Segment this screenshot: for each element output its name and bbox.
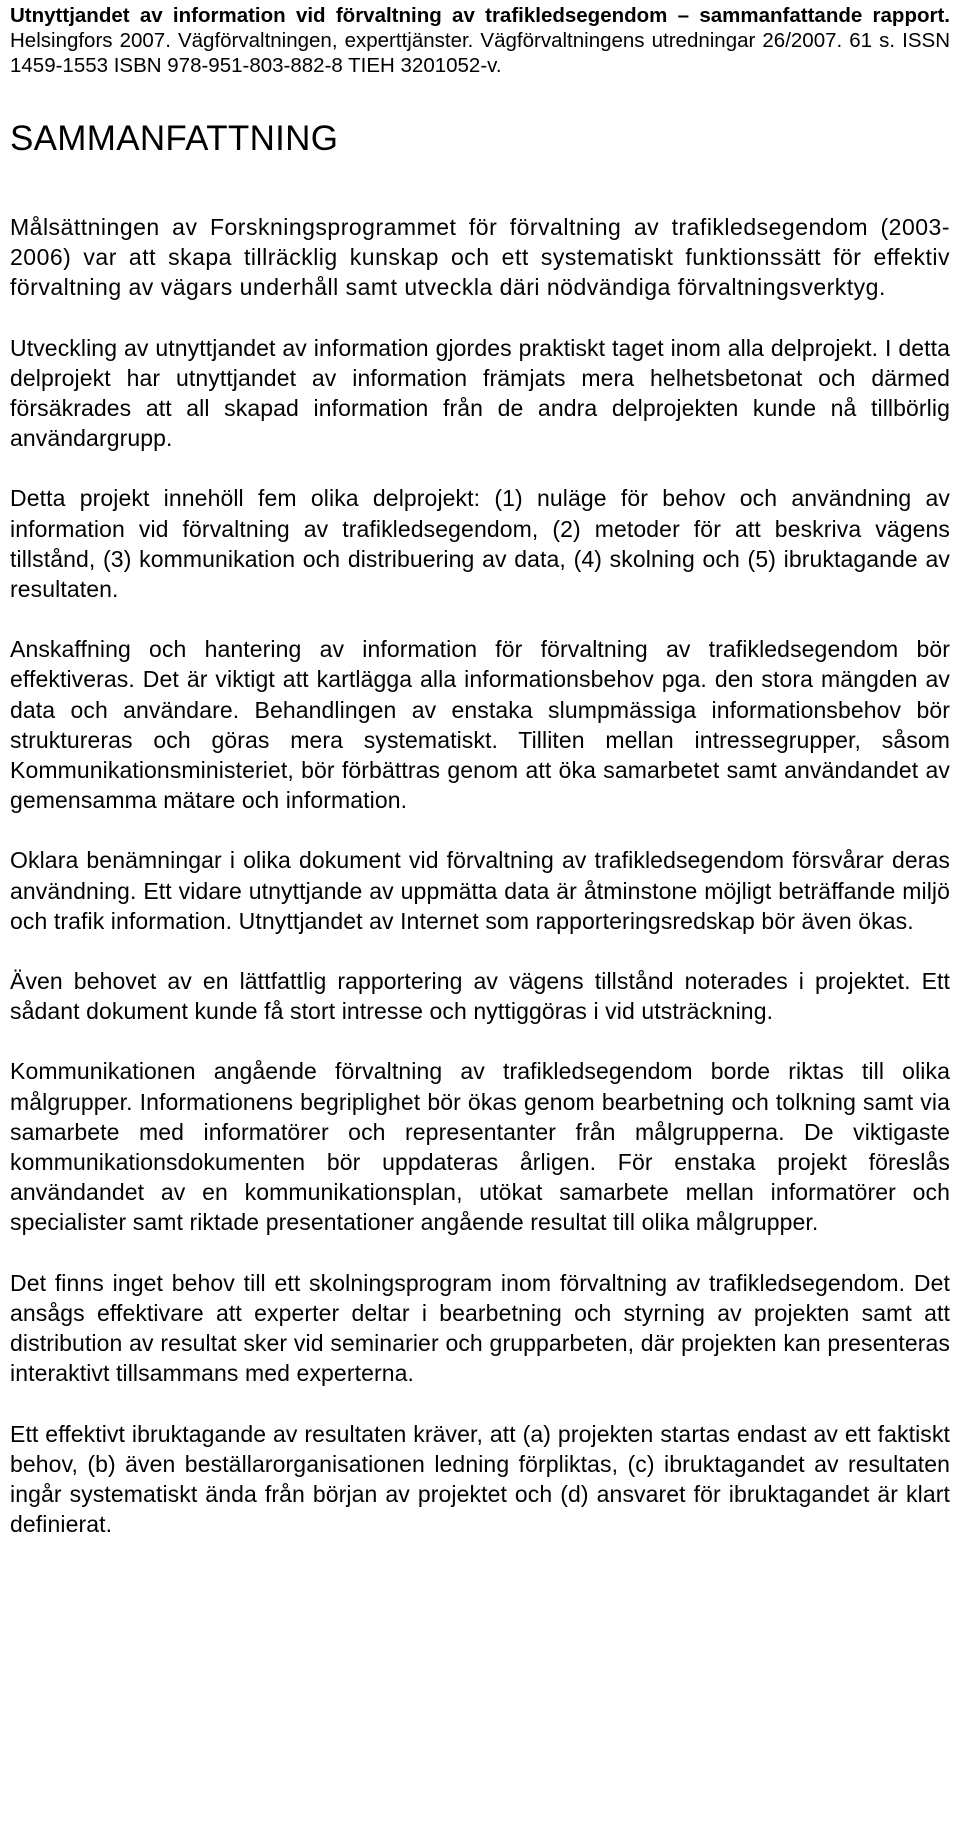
paragraph: Utveckling av utnyttjandet av information gjordes praktiskt taget inom alla delprojekt. I detta delprojekt har utnyttjandet av information främjats mera helhetsbetonat och därmed försäkrades att all skapad information från de andra delprojekten kunde nå tillbörlig användargrupp.: [10, 334, 950, 452]
paragraph: Kommunikationen angående förvaltning av trafikledsegendom borde riktas till olika målgrupper. Informationens begriplighet bör ökas genom bearbetning och tolkning samt via samarbete med informatörer och representanter från målgrupperna. De viktigaste kommunikationsdokumenten bör uppdateras årligen. För enstaka projekt föreslås användandet av en kommunikationsplan, utökat samarbete mellan informatörer och specialister samt riktade presentationer angående resultat till olika målgrupper.: [10, 1058, 950, 1236]
section-heading: SAMMANFATTNING: [10, 119, 339, 158]
paragraph: Även behovet av en lättfattlig rapportering av vägens tillstånd noterades i projektet. Ett sådant dokument kunde få stort intresse och nyttiggöras i vid utsträckning.: [10, 968, 950, 1025]
paragraph: Ett effektivt ibruktagande av resultaten kräver, att (a) projekten startas endast av ett faktiskt behov, (b) även beställarorganisationen ledning förpliktas, (c) ibruktagandet av resultaten ingår systematiskt ända från början av projektet och (d) ansvaret för ibruktagandet är klart definierat.: [10, 1420, 950, 1538]
paragraph: Anskaffning och hantering av information för förvaltning av trafikledsegendom bör effektiveras. Det är viktigt att kartlägga alla informationsbehov pga. den stora mängden av data och användare. Behandlingen av enstaka slumpmässiga informationsbehov bör struktureras och göras mera systematiskt. Tilliten mellan intressegrupper, såsom Kommunikationsministeriet, bör förbättras genom att öka samarbetet samt användandet av gemensamma mätare och information.: [10, 636, 950, 814]
paragraph: Oklara benämningar i olika dokument vid förvaltning av trafikledsegendom försvårar deras användning. Ett vidare utnyttjande av uppmätta data är åtminstone möjligt beträffande miljö och trafik information. Utnyttjandet av Internet som rapporteringsredskap bör även ökas.: [10, 847, 950, 934]
citation-header: [10, 3, 950, 78]
summary-body: [10, 212, 950, 1539]
paragraph: Det finns inget behov till ett skolningsprogram inom förvaltning av trafikledsegendom. Det ansågs effektivare att experter deltar i bearbetning och styrning av projekten samt att distribution av resultat sker vid seminarier och grupparbeten, där projekten kan presenteras interaktivt tillsammans med experterna.: [10, 1269, 950, 1387]
document-page: [10, 0, 950, 1569]
report-citation-details: Helsingfors 2007. Vägförvaltningen, experttjänster. Vägförvaltningens utredningar 26/2007. 61 s. ISSN 1459-1553 ISBN 978-951-803-882-8 TIEH 3201052-v.: [10, 29, 950, 77]
paragraph: Detta projekt innehöll fem olika delprojekt: (1) nuläge för behov och användning av information vid förvaltning av trafikledsegendom, (2) metoder för att beskriva vägens tillstånd, (3) kommunikation och distribuering av data, (4) skolning och (5) ibruktagande av resultaten.: [10, 485, 950, 603]
paragraph: Målsättningen av Forskningsprogrammet för förvaltning av trafikledsegendom (2003-2006) var att skapa tillräcklig kunskap och ett systematiskt funktionssätt för effektiv förvaltning av vägars underhåll samt utveckla däri nödvändiga förvaltningsverktyg.: [10, 214, 950, 301]
report-title: Utnyttjandet av information vid förvaltning av trafikledsegendom – sammanfattande rapport.: [10, 4, 950, 27]
